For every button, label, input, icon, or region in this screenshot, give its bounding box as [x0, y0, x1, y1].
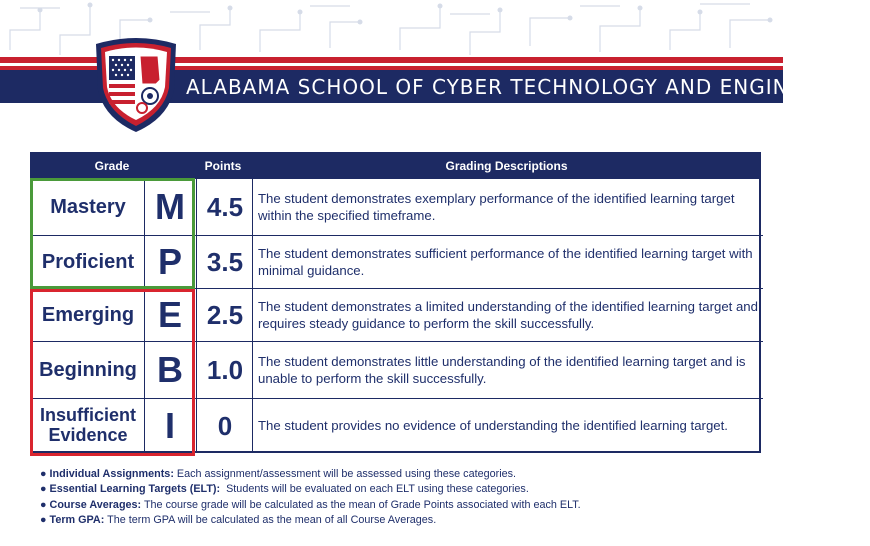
grade-letter: B [157, 349, 183, 390]
grade-points: 0 [217, 410, 233, 441]
grade-name: Beginning [39, 359, 137, 381]
header-descriptions: Grading Descriptions [445, 159, 568, 173]
list-item: ● Term GPA: The term GPA will be calculated as the mean of all Course Averages. [40, 514, 437, 527]
grade-description: The student demonstrates little understanding of the identified learning target and is unable to perform the skill successfully. [258, 353, 746, 386]
grade-name: Proficient [41, 251, 135, 273]
grade-description: The student demonstrates exemplary performance of the identified learning target within the specified timeframe. [258, 190, 735, 223]
header-points: Points [204, 159, 242, 173]
list-item: ● Individual Assignments: Each assignment/assessment will be assessed using these categories. [40, 468, 517, 480]
grade-letter: I [164, 405, 175, 446]
list-item: ● Course Averages: The course grade will be calculated as the mean of Grade Points associated with each ELT. [40, 498, 581, 511]
grade-description: The student demonstrates a limited understanding of the identified learning target and requires steady guidance to perform the skill successfully. [258, 298, 758, 331]
grading-notes [40, 467, 760, 529]
note-text: The term GPA will be calculated as the mean of all Course Averages. [104, 514, 437, 527]
grade-points: 2.5 [206, 299, 244, 330]
grade-points: 1.0 [206, 354, 244, 385]
grade-letter: P [157, 241, 182, 282]
note-label: Individual Assignments: [49, 468, 174, 480]
grade-description: The student demonstrates sufficient performance of the identified learning target with minimal guidance. [258, 245, 753, 278]
note-text: Students will be evaluated on each ELT using these categories. [220, 483, 529, 496]
note-label: Term GPA: [49, 514, 105, 527]
table-row-emerging [32, 289, 763, 342]
grade-points: 4.5 [206, 191, 244, 222]
grade-name: Mastery [50, 196, 126, 218]
grade-letter: M [155, 186, 185, 227]
grade-points: 3.5 [206, 246, 244, 277]
grade-description: The student provides no evidence of understanding the identified learning target. [258, 418, 728, 434]
table-row-mastery [32, 179, 763, 236]
list-item: ● Essential Learning Targets (ELT): Students will be evaluated on each ELT using these categories. [40, 483, 529, 496]
note-label: Course Averages: [49, 498, 142, 511]
note-text: Each assignment/assessment will be assessed using these categories. [173, 468, 517, 480]
school-crest-logo [88, 30, 184, 134]
grade-name: Emerging [41, 304, 135, 326]
table-header [30, 152, 761, 179]
table-row-beginning [32, 342, 763, 399]
school-title: ALABAMA SCHOOL OF CYBER TECHNOLOGY AND ENGINEERING [186, 75, 870, 99]
grade-name: Insufficient Evidence [39, 405, 136, 445]
header-grade: Grade [94, 159, 130, 173]
table-row-proficient [32, 236, 763, 289]
table-row-insufficient-evidence [32, 399, 763, 453]
note-text: The course grade will be calculated as the mean of Grade Points associated with each ELT. [141, 498, 581, 511]
table-body [30, 179, 761, 453]
note-label: Essential Learning Targets (ELT): [49, 483, 221, 496]
grade-letter: E [157, 294, 182, 335]
